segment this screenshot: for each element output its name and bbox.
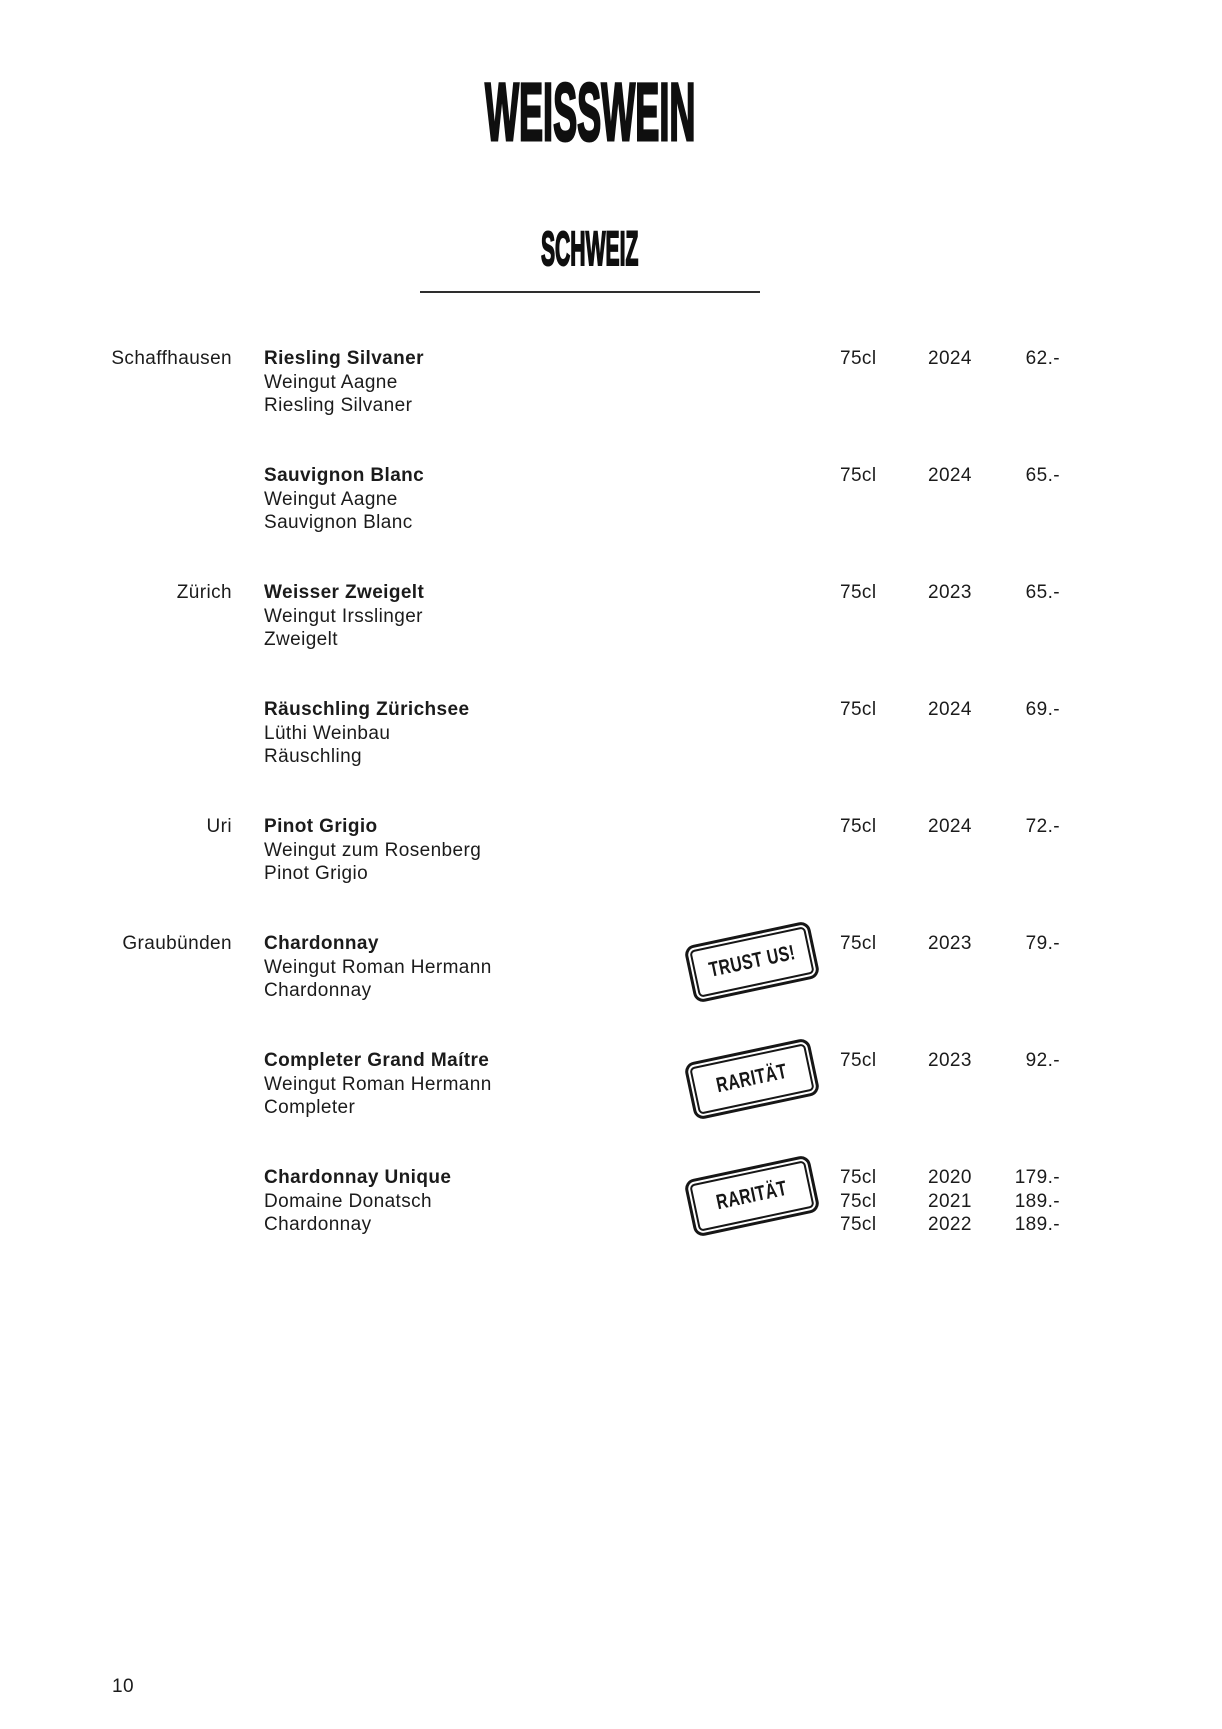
page-title [0, 67, 1180, 158]
stamp-inner-frame [689, 1043, 814, 1114]
wine-text-block [264, 581, 424, 652]
wine-entry [0, 1049, 1222, 1166]
wine-grape: Pinot Grigio [264, 863, 369, 884]
section-title-text: SCHWEIZ [541, 223, 639, 276]
stamp-inner-frame [689, 926, 814, 997]
vintage-year: 2024 [928, 816, 972, 837]
vintage-columns [840, 464, 1060, 488]
bottle-size: 75cl [840, 933, 877, 954]
stamp-text: RARITÄT [714, 1176, 790, 1215]
page-number: 10 [112, 1676, 134, 1697]
wine-text-block [264, 1049, 492, 1120]
bottle-size: 75cl [840, 348, 877, 369]
wine-entry [0, 698, 1222, 815]
wine-name: Räuschling Zürichsee [264, 699, 470, 720]
vintage-year: 2023 [928, 1050, 972, 1071]
vintage-year: 2021 [928, 1190, 972, 1212]
wine-producer: Domaine Donatsch [264, 1190, 432, 1212]
price: 79.- [1025, 933, 1060, 954]
wine-text-block [264, 464, 424, 535]
vintage-columns [840, 815, 1060, 839]
stamp-badge [683, 1154, 820, 1237]
vintage-row [840, 464, 1060, 488]
vintage-row [840, 1166, 1060, 1190]
stamp-text: RARITÄT [714, 1059, 790, 1098]
wine-entry [0, 347, 1222, 464]
wine-name: Riesling Silvaner [264, 348, 424, 369]
wine-grape: Zweigelt [264, 629, 338, 650]
page-title-text: WEISSWEIN [484, 67, 696, 158]
bottle-size: 75cl [840, 1190, 877, 1212]
wine-name: Sauvignon Blanc [264, 465, 425, 486]
vintage-year: 2023 [928, 582, 972, 603]
vintage-row [840, 581, 1060, 605]
wine-text-block [264, 815, 481, 886]
wine-producer: Weingut Aagne [264, 488, 398, 510]
stamp-text: TRUST US! [706, 941, 798, 982]
section-title [0, 223, 1180, 276]
bottle-size: 75cl [840, 582, 877, 603]
wine-text-block [264, 932, 492, 1003]
wine-entry [0, 1166, 1222, 1283]
vintage-year: 2023 [928, 933, 972, 954]
wine-text-block [264, 347, 424, 418]
wine-producer: Lüthi Weinbau [264, 722, 391, 744]
vintage-year: 2024 [928, 465, 972, 486]
wine-producer: Weingut Aagne [264, 371, 398, 393]
vintage-row [840, 815, 1060, 839]
bottle-size: 75cl [840, 699, 877, 720]
region-label: Graubünden [122, 933, 232, 954]
wine-name: Completer Grand Maítre [264, 1050, 490, 1071]
vintage-columns [840, 698, 1060, 722]
price: 189.- [1014, 1214, 1060, 1235]
wine-grape: Sauvignon Blanc [264, 512, 413, 533]
region-label: Uri [206, 816, 232, 837]
wine-name: Chardonnay Unique [264, 1167, 452, 1188]
bottle-size: 75cl [840, 465, 877, 486]
wine-entry [0, 464, 1222, 581]
wine-producer: Weingut Roman Hermann [264, 956, 492, 978]
vintage-year: 2024 [928, 348, 972, 369]
bottle-size: 75cl [840, 1214, 877, 1235]
region-label: Schaffhausen [111, 348, 232, 369]
price: 62.- [1025, 348, 1060, 369]
stamp-badge [683, 920, 820, 1003]
vintage-row [840, 698, 1060, 722]
vintage-columns [840, 347, 1060, 371]
price: 65.- [1025, 582, 1060, 603]
vintage-row [840, 1049, 1060, 1073]
wine-grape: Räuschling [264, 746, 362, 767]
price: 179.- [1014, 1167, 1060, 1188]
vintage-year: 2022 [928, 1214, 972, 1235]
vintage-row [840, 932, 1060, 956]
wine-producer: Weingut zum Rosenberg [264, 839, 482, 861]
section-underline [420, 291, 760, 293]
vintage-row [840, 1190, 1060, 1214]
wine-text-block [264, 1166, 451, 1237]
wine-producer: Weingut Roman Hermann [264, 1073, 492, 1095]
price: 69.- [1025, 699, 1060, 720]
wine-grape: Chardonnay [264, 1214, 372, 1235]
vintage-row [840, 347, 1060, 371]
stamp-inner-frame [689, 1160, 814, 1231]
price: 189.- [1014, 1190, 1060, 1212]
stamp-badge [683, 1037, 820, 1120]
wine-grape: Riesling Silvaner [264, 395, 413, 416]
vintage-columns [840, 1166, 1060, 1237]
region-label: Zürich [176, 582, 232, 603]
wine-name: Pinot Grigio [264, 816, 378, 837]
wine-entry [0, 581, 1222, 698]
price: 65.- [1025, 465, 1060, 486]
wine-text-block [264, 698, 469, 769]
vintage-row [840, 1213, 1060, 1237]
vintage-columns [840, 1049, 1060, 1073]
vintage-year: 2020 [928, 1167, 972, 1188]
wine-name: Chardonnay [264, 933, 379, 954]
wine-grape: Chardonnay [264, 980, 372, 1001]
bottle-size: 75cl [840, 1167, 877, 1188]
wine-producer: Weingut Irsslinger [264, 605, 423, 627]
vintage-columns [840, 932, 1060, 956]
bottle-size: 75cl [840, 1050, 877, 1071]
vintage-year: 2024 [928, 699, 972, 720]
wine-name: Weisser Zweigelt [264, 582, 425, 603]
price: 92.- [1025, 1050, 1060, 1071]
bottle-size: 75cl [840, 816, 877, 837]
price: 72.- [1025, 816, 1060, 837]
wine-entry [0, 815, 1222, 932]
vintage-columns [840, 581, 1060, 605]
wine-entry [0, 932, 1222, 1049]
wine-grape: Completer [264, 1097, 356, 1118]
